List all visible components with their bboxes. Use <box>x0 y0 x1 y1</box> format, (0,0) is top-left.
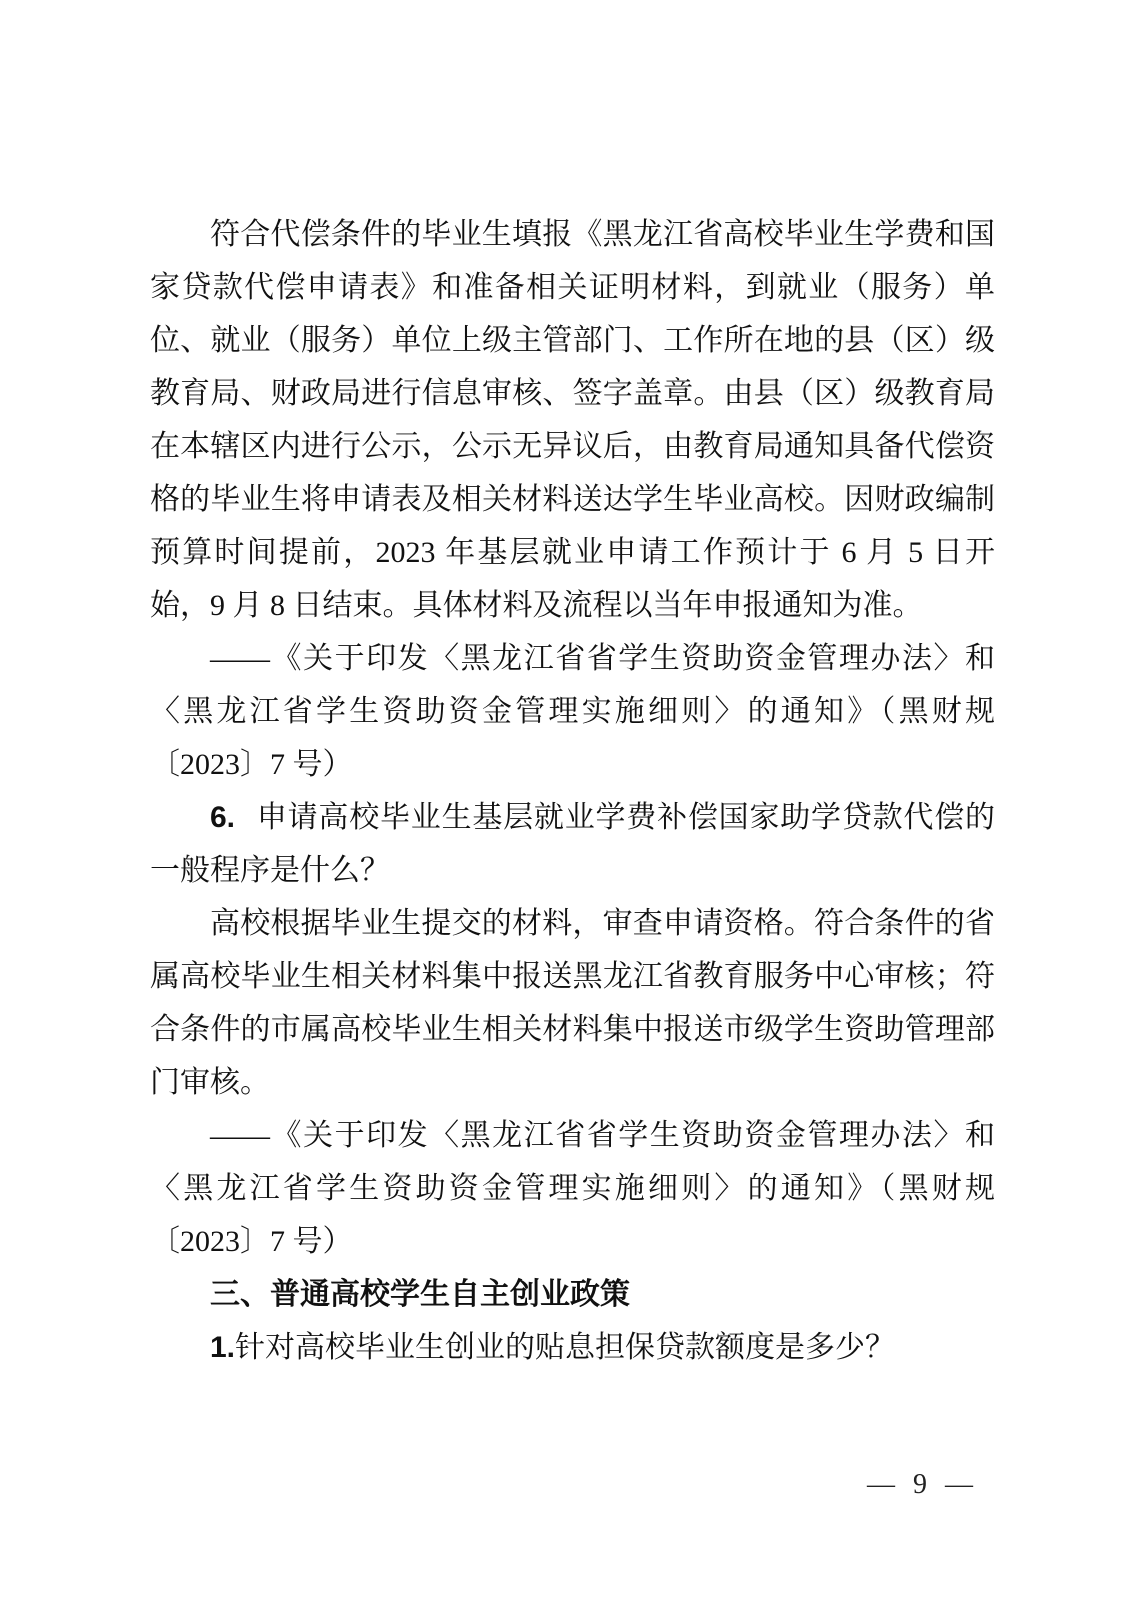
section-3-heading: 三、普通高校学生自主创业政策 <box>210 1278 630 1311</box>
question-1-text: 针对高校毕业生创业的贴息担保贷款额度是多少？ <box>235 1331 896 1364</box>
citation-notice-1: ——《关于印发〈黑龙江省省学生资助资金管理办法〉和〈黑龙江省学生资助资金管理实施细则〉的通知》（黑财规〔2023〕7 号） <box>150 642 995 781</box>
answer-6: 高校根据毕业生提交的材料，审查申请资格。符合条件的省属高校毕业生相关材料集中报送黑龙江省教育服务中心审核；符合条件的市属高校毕业生相关材料集中报送市级学生资助管理部门审核。 <box>150 907 995 1099</box>
footer-right-dash: — <box>945 1469 973 1500</box>
page-footer <box>867 1468 973 1502</box>
question-6-text: 申请高校毕业生基层就业学费补偿国家助学贷款代偿的一般程序是什么？ <box>150 801 995 887</box>
footer-left-dash: — <box>867 1469 895 1500</box>
paragraph-repayment-procedure: 符合代偿条件的毕业生填报《黑龙江省高校毕业生学费和国家贷款代偿申请表》和准备相关证明材料，到就业（服务）单位、就业（服务）单位上级主管部门、工作所在地的县（区）级教育局、财政局进行信息审核、签字盖章。由县（区）级教育局在本辖区内进行公示，公示无异议后，由教育局通知具备代偿资格的毕业生将申请表及相关材料送达学生毕业高校。因财政编制预算时间提前，2023 年基层就业申请工作预计于 6 月 5 日开始，9 月 8 日结束。具体材料及流程以当年申报通知为准。 <box>150 218 995 622</box>
question-1-number: 1. <box>210 1331 236 1364</box>
question-6 <box>150 791 995 897</box>
question-6-number: 6. <box>210 801 236 834</box>
document-body <box>150 208 995 1374</box>
page-number: 9 <box>913 1469 927 1500</box>
question-1-section-3 <box>150 1321 995 1374</box>
citation-notice-2: ——《关于印发〈黑龙江省省学生资助资金管理办法〉和〈黑龙江省学生资助资金管理实施细则〉的通知》（黑财规〔2023〕7 号） <box>150 1119 995 1258</box>
